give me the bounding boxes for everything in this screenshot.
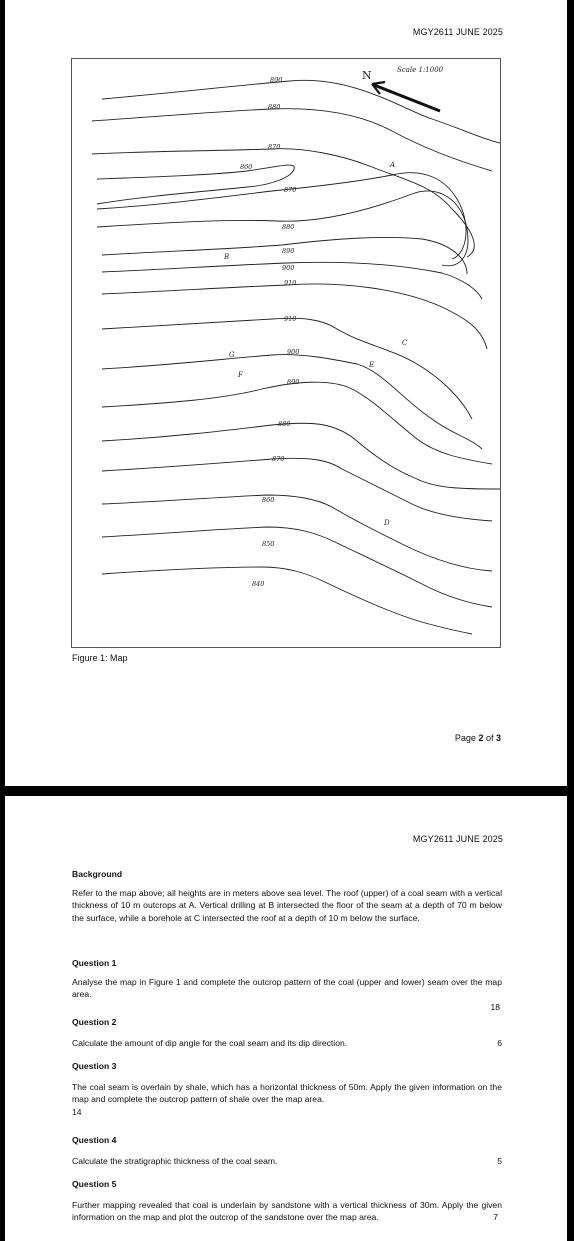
point-g-label: G (229, 351, 235, 359)
question-text: Calculate the stratigraphic thickness of the coal seam. (72, 1155, 278, 1166)
contour-label: 880 (268, 103, 281, 111)
contour-870-top (92, 149, 474, 257)
question-2 (72, 1016, 502, 1049)
contour-910-lower (102, 318, 472, 419)
contour-label: 860 (240, 163, 253, 171)
contour-label: 870 (272, 455, 285, 463)
point-a-label: A (390, 161, 396, 169)
question-heading: Question 5 (72, 1179, 117, 1189)
contour-850-bottom (102, 527, 492, 607)
point-f-label: F (238, 371, 243, 379)
question-text: The coal seam is overlain by shale, which has a horizontal thickness of 50m. Apply the given information on the map and complete the outcrop pattern of shale over the map area. (72, 1081, 502, 1105)
contour-label: 870 (268, 143, 281, 151)
question-4 (72, 1134, 502, 1167)
contour-label: 910 (284, 279, 297, 287)
question-5 (72, 1178, 502, 1224)
question-heading: Question 1 (72, 958, 117, 968)
contour-label: 860 (262, 496, 275, 504)
page-number-current: 2 (478, 733, 484, 743)
contour-label: 890 (270, 76, 283, 84)
question-text (72, 1199, 502, 1224)
contour-label: 890 (282, 247, 295, 255)
question-text: Analyse the map in Figure 1 and complete the outcrop pattern of the coal (upper and lower) seam over the map area. (72, 976, 502, 1000)
question-text: Calculate the amount of dip angle for the coal seam and its dip direction. (72, 1037, 348, 1048)
background-section (72, 868, 502, 924)
contour-map-drawing (72, 59, 502, 649)
page-number-prefix: Page (454, 733, 479, 743)
background-text: Refer to the map above; all heights are in meters above sea level. The roof (upper) of a coal seam with a vertical thickness of 10 m outcrops at A. Vertical drilling at B intersected the floor of the seam at a depth of 70 m below the surface, while a borehole at C intersected the roof at a depth of 10 m below the surface. (72, 887, 502, 923)
page-number (455, 733, 501, 743)
contour-label: 880 (282, 223, 295, 231)
point-b-label: B (224, 253, 230, 261)
question-heading: Question 2 (72, 1017, 117, 1027)
contour-840-bottom (102, 567, 472, 634)
contour-label: 870 (284, 186, 297, 194)
contour-label-group (240, 76, 299, 588)
question-marks: 6 (497, 1037, 502, 1048)
page-number-total: 3 (495, 733, 501, 743)
contour-880-top (92, 109, 492, 171)
question-marks: 5 (497, 1155, 502, 1166)
contour-label: 890 (287, 378, 300, 386)
question-1 (72, 957, 502, 1013)
question-marks: 14 (72, 1106, 82, 1117)
figure-caption: Figure 1: Map (72, 653, 128, 663)
contour-map (71, 58, 501, 648)
background-heading: Background (72, 869, 123, 879)
contour-label: 880 (278, 420, 291, 428)
north-arrow (362, 69, 440, 111)
contour-870-bottom (102, 458, 492, 521)
page-header: MGY2611 JUNE 2025 (412, 27, 503, 37)
exam-page-2 (5, 0, 567, 786)
question-marks: 18 (490, 1001, 500, 1012)
scale-label: Scale 1:1000 (397, 66, 444, 74)
question-text-body: Further mapping revealed that coal is underlain by sandstone with a vertical thickness of 30m. Apply the given information on the map and plot the outcrop of the sandstone over the map area. (72, 1199, 502, 1223)
question-heading: Question 4 (72, 1135, 117, 1145)
contour-label: 900 (287, 348, 300, 356)
contour-label: 850 (262, 540, 275, 548)
contour-lines (92, 80, 500, 634)
point-d-label: D (384, 519, 390, 527)
contour-890-top (102, 80, 500, 143)
page-header: MGY2611 JUNE 2025 (412, 834, 503, 844)
question-row (72, 1037, 502, 1050)
point-e-label: E (369, 361, 375, 369)
page-number-mid: of (483, 733, 496, 743)
question-3 (72, 1060, 502, 1118)
question-marks: 7 (493, 1212, 498, 1223)
point-c-label: C (402, 339, 408, 347)
contour-label: 900 (282, 264, 295, 272)
north-label: N (362, 69, 372, 82)
point-label-group (223, 161, 408, 527)
question-row (72, 1155, 502, 1168)
contour-label: 910 (284, 315, 297, 323)
contour-860-loop (97, 165, 297, 204)
contour-880-lower (102, 423, 500, 489)
exam-page-3 (5, 796, 567, 1241)
contour-label: 840 (252, 580, 265, 588)
question-heading: Question 3 (72, 1061, 117, 1071)
